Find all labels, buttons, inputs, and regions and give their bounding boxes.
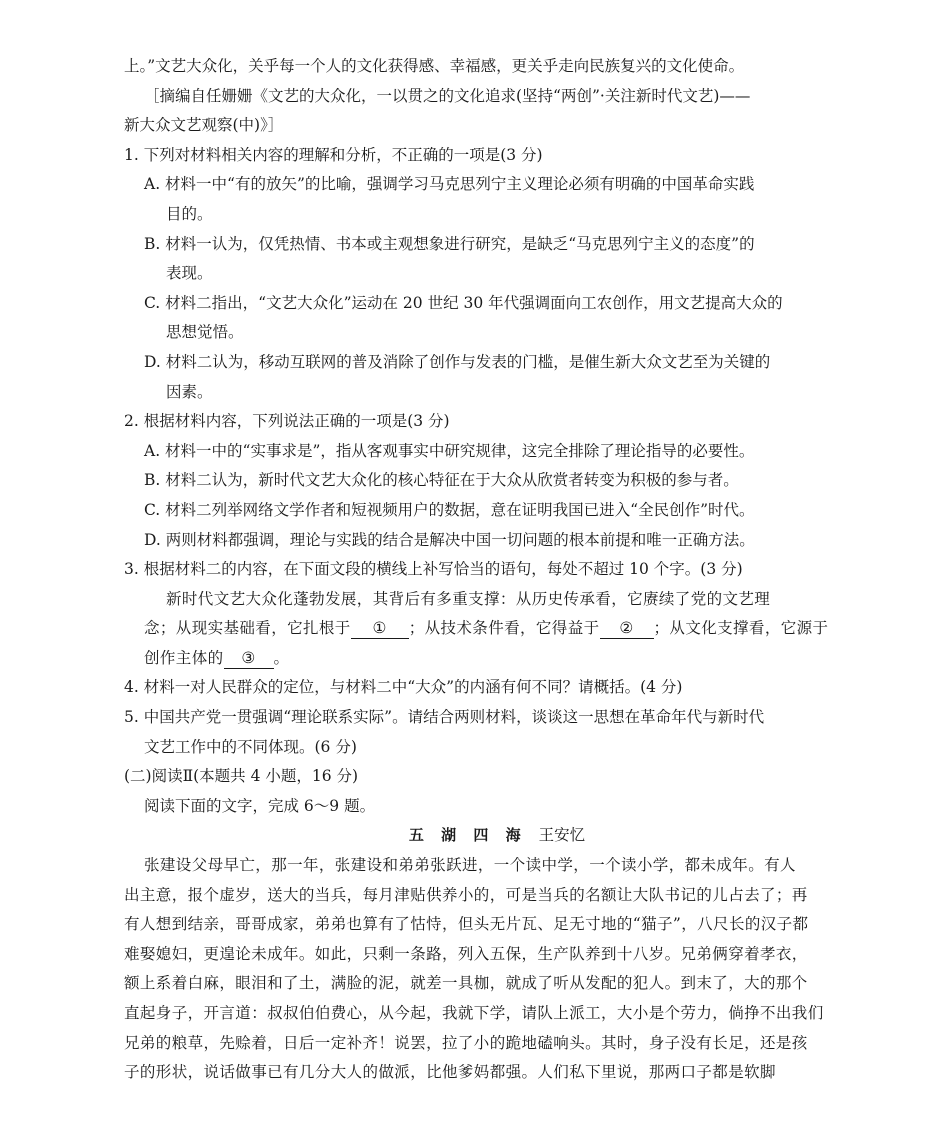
story-line: 直起身子，开言道：叔叔伯伯费心，从今起，我就下学，请队上派工，大小是个劳力，倘挣不出我们 [124, 1004, 824, 1022]
q2-option-b: B. 材料二认为，新时代文艺大众化的核心特征在于大众从欣赏者转变为积极的参与者。 [144, 471, 739, 490]
q3-text: 创作主体的 [144, 648, 224, 667]
story-line: 子的形状，说话做事已有几分大人的做派，比他爹妈都强。人们私下里说，那两口子都是软脚 [124, 1063, 776, 1082]
q3-text: ；从文化支撑看，它源于 [653, 619, 829, 638]
story-line: 额上系着白麻，眼泪和了土，满脸的泥，就差一具枷，就成了听从发配的犯人。到末了，大的那个 [124, 974, 808, 993]
q1-option-d: D. 材料二认为，移动互联网的普及消除了创作与发表的门槛，是催生新大众文艺至为关键的 [144, 352, 771, 371]
q1-option-a-cont: 目的。 [166, 204, 213, 223]
q2-option-c: C. 材料二列举网络文学作者和短视频用户的数据，意在证明我国已进入“全民创作”时代。 [144, 500, 755, 519]
q1-option-c-cont: 思想觉悟。 [166, 323, 244, 342]
story-title-line [124, 821, 840, 851]
q1-option-c: C. 材料二指出，“文艺大众化”运动在 20 世纪 30 年代强调面向工农创作，用文艺提高大众的 [144, 293, 783, 312]
q2-option-a: A. 材料一中的“实事求是”，指从客观事实中研究规律，这完全排除了理论指导的必要性。 [144, 441, 755, 460]
source-citation-cont: 新大众文艺观察(中)》］ [124, 116, 284, 135]
story-line: 有人想到结亲，哥哥成家，弟弟也算有了怙恃，但头无片瓦、足无寸地的“猫子”，八尺长的汉子都 [124, 915, 809, 934]
story-line: 出主意，报个虚岁，送大的当兵，每月津贴供养小的，可是当兵的名额让大队书记的儿占去了；再 [124, 885, 808, 904]
question-5-stem: 5. 中国共产党一贯强调“理论联系实际”。请结合两则材料，谈谈这一思想在革命年代与新时代 [124, 708, 765, 727]
q1-option-b-cont: 表现。 [166, 264, 213, 283]
question-5-stem-cont: 文艺工作中的不同体现。(6 分) [144, 737, 357, 756]
q2-option-d: D. 两则材料都强调，理论与实践的结合是解决中国一切问题的根本前提和唯一正确方法。 [144, 530, 755, 549]
question-4-stem: 4. 材料一对人民群众的定位，与材料二中“大众”的内涵有何不同？请概括。(4 分) [124, 678, 683, 697]
q1-option-d-cont: 因素。 [166, 382, 213, 401]
q3-text: 。 [273, 648, 290, 667]
story-line: 兄弟的粮草，先赊着，日后一定补齐！说罢，拉了小的跪地磕响头。其时，身子没有长足，还是孩 [124, 1033, 808, 1052]
question-1-stem: 1. 下列对材料相关内容的理解和分析，不正确的一项是(3 分) [124, 145, 543, 164]
q3-text: 念；从现实基础看，它扎根于 [144, 619, 351, 638]
section-instruction: 阅读下面的文字，完成 6～9 题。 [144, 796, 376, 815]
q1-option-a: A. 材料一中“有的放矢”的比喻，强调学习马克思列宁主义理论必须有明确的中国革命实践 [144, 175, 755, 194]
section-heading: (二)阅读Ⅱ(本题共 4 小题，16 分) [124, 767, 359, 786]
question-2-stem: 2. 根据材料内容，下列说法正确的一项是(3 分) [124, 412, 450, 431]
q3-text: ；从技术条件看，它得益于 [408, 619, 600, 638]
fill-blank-3[interactable]: ③ [224, 648, 274, 669]
story-line: 难娶媳妇，更遑论未成年。如此，只剩一条路，列入五保，生产队养到十八岁。兄弟俩穿着孝衣， [124, 944, 808, 963]
text-line: 上。”文艺大众化，关乎每一个人的文化获得感、幸福感，更关乎走向民族复兴的文化使命。 [124, 57, 745, 75]
q3-passage-line-1: 新时代文艺大众化蓬勃发展，其背后有多重支撑：从历史传承看，它赓续了党的文艺理 [166, 589, 771, 608]
story-line: 张建设父母早亡，那一年，张建设和弟弟张跃进，一个读中学，一个读小学，都未成年。有人 [144, 856, 796, 875]
story-title: 五 湖 四 海 [408, 826, 527, 845]
fill-blank-1[interactable]: ① [351, 618, 409, 639]
fill-blank-2[interactable]: ② [600, 618, 654, 639]
question-3-stem: 3. 根据材料二的内容，在下面文段的横线上补写恰当的语句，每处不超过 10 个字。(3 分) [124, 560, 743, 579]
story-author: 王安忆 [538, 826, 586, 845]
q3-passage-line-2 [124, 614, 840, 644]
q3-passage-line-3 [124, 644, 840, 674]
source-citation: ［摘编自任姗姗《文艺的大众化，一以贯之的文化追求(坚持“两创”·关注新时代文艺)—— [144, 86, 751, 105]
q1-option-b: B. 材料一认为，仅凭热情、书本或主观想象进行研究，是缺乏“马克思列宁主义的态度”的 [144, 234, 755, 253]
